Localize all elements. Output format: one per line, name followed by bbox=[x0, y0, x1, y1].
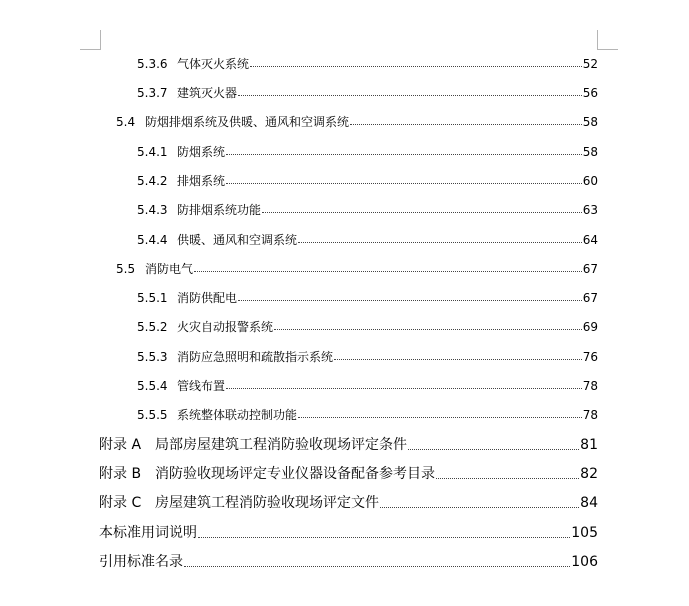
toc-entry-number: 5.4 bbox=[116, 115, 136, 129]
toc-entry-page: 105 bbox=[571, 525, 598, 541]
toc-entry-page: 56 bbox=[582, 86, 598, 100]
toc-entry-page: 63 bbox=[582, 203, 598, 217]
dot-leader bbox=[380, 506, 579, 508]
toc-entry-number: 5.3.7 bbox=[137, 86, 168, 100]
toc-entry[interactable] bbox=[137, 203, 598, 217]
toc-entry-number: 5.5.4 bbox=[137, 379, 168, 393]
dot-leader bbox=[184, 565, 570, 567]
toc-entry[interactable] bbox=[116, 115, 598, 129]
dot-leader bbox=[238, 299, 582, 301]
toc-entry-number: 5.5.3 bbox=[137, 350, 168, 364]
toc-entry-page: 84 bbox=[580, 495, 598, 511]
dot-leader bbox=[350, 123, 582, 125]
toc-entry-appendix[interactable] bbox=[99, 437, 598, 454]
toc-entry-title: 防烟系统 bbox=[177, 145, 226, 159]
toc-entry[interactable] bbox=[137, 350, 598, 364]
dot-leader bbox=[334, 358, 582, 360]
dot-leader bbox=[226, 387, 582, 389]
toc-entry-title: 房屋建筑工程消防验收现场评定文件 bbox=[155, 495, 379, 511]
dot-leader bbox=[238, 94, 582, 96]
page-corner-mark-right bbox=[597, 30, 598, 50]
toc-entry-number: 附录 A bbox=[99, 437, 142, 453]
toc-entry-title: 本标准用词说明 bbox=[99, 525, 197, 541]
toc-entry-title: 消防供配电 bbox=[177, 291, 238, 305]
toc-entry-title: 火灾自动报警系统 bbox=[177, 320, 274, 334]
toc-entry-title: 排烟系统 bbox=[177, 174, 226, 188]
toc-entry-title: 建筑灭火器 bbox=[177, 86, 238, 100]
page-corner-mark-right-horizontal bbox=[597, 49, 618, 50]
toc-entry-page: 58 bbox=[582, 115, 598, 129]
dot-leader bbox=[226, 153, 582, 155]
toc-entry-number: 5.4.2 bbox=[137, 174, 168, 188]
toc-entry-page: 67 bbox=[582, 291, 598, 305]
page-corner-mark-left-horizontal bbox=[80, 49, 101, 50]
dot-leader bbox=[298, 241, 582, 243]
dot-leader bbox=[408, 448, 579, 450]
toc-entry[interactable] bbox=[137, 233, 598, 247]
dot-leader bbox=[226, 182, 582, 184]
toc-entry-page: 78 bbox=[582, 379, 598, 393]
toc-entry-page: 106 bbox=[571, 554, 598, 570]
toc-entry-title: 消防验收现场评定专业仪器设备配备参考目录 bbox=[155, 466, 435, 482]
toc-entry-page: 82 bbox=[580, 466, 598, 482]
toc-entry-number: 5.5 bbox=[116, 262, 136, 276]
dot-leader bbox=[436, 477, 579, 479]
toc-entry-title: 防排烟系统功能 bbox=[177, 203, 262, 217]
toc-entry[interactable] bbox=[137, 174, 598, 188]
dot-leader bbox=[274, 328, 582, 330]
toc-entry-number: 5.4.1 bbox=[137, 145, 168, 159]
toc-entry[interactable] bbox=[137, 379, 598, 393]
toc-entry-title: 消防电气 bbox=[145, 262, 194, 276]
toc-entry-title: 引用标准名录 bbox=[99, 554, 183, 570]
dot-leader bbox=[198, 536, 570, 538]
toc-entry[interactable] bbox=[137, 145, 598, 159]
toc-entry-page: 64 bbox=[582, 233, 598, 247]
toc-entry[interactable] bbox=[137, 86, 598, 100]
toc-entry-number: 附录 C bbox=[99, 495, 142, 511]
toc-entry-title: 管线布置 bbox=[177, 379, 226, 393]
dot-leader bbox=[194, 270, 582, 272]
toc-entry-title: 消防应急照明和疏散指示系统 bbox=[177, 350, 334, 364]
toc-entry-title: 系统整体联动控制功能 bbox=[177, 408, 298, 422]
toc-entry[interactable] bbox=[137, 320, 598, 334]
toc-entry[interactable] bbox=[116, 262, 598, 276]
toc-entry[interactable] bbox=[137, 408, 598, 422]
toc-entry-number: 5.5.5 bbox=[137, 408, 168, 422]
toc-entry-number: 5.4.3 bbox=[137, 203, 168, 217]
toc-entry-title: 防烟排烟系统及供暖、通风和空调系统 bbox=[145, 115, 350, 129]
toc-entry-page: 69 bbox=[582, 320, 598, 334]
toc-entry-page: 76 bbox=[582, 350, 598, 364]
toc-entry-number: 5.4.4 bbox=[137, 233, 168, 247]
toc-entry-page: 67 bbox=[582, 262, 598, 276]
toc-entry-page: 81 bbox=[580, 437, 598, 453]
toc-entry-title: 局部房屋建筑工程消防验收现场评定条件 bbox=[155, 437, 407, 453]
toc-entry-page: 58 bbox=[582, 145, 598, 159]
toc-entry[interactable] bbox=[137, 57, 598, 71]
toc-entry-appendix[interactable] bbox=[99, 495, 598, 512]
toc-entry-number: 5.5.1 bbox=[137, 291, 168, 305]
toc-entry-number: 5.5.2 bbox=[137, 320, 168, 334]
toc-entry-number: 5.3.6 bbox=[137, 57, 168, 71]
toc-entry-appendix[interactable] bbox=[99, 466, 598, 483]
toc-entry-page: 52 bbox=[582, 57, 598, 71]
page-corner-mark-left bbox=[100, 30, 101, 50]
toc-entry-page: 78 bbox=[582, 408, 598, 422]
dot-leader bbox=[298, 416, 582, 418]
toc-entry-backmatter[interactable] bbox=[99, 525, 598, 542]
toc-entry[interactable] bbox=[137, 291, 598, 305]
dot-leader bbox=[250, 65, 582, 67]
toc-entry-number: 附录 B bbox=[99, 466, 142, 482]
toc-entry-page: 60 bbox=[582, 174, 598, 188]
toc-entry-backmatter[interactable] bbox=[99, 554, 598, 571]
dot-leader bbox=[262, 211, 582, 213]
toc-entry-title: 气体灭火系统 bbox=[177, 57, 250, 71]
toc-entry-title: 供暖、通风和空调系统 bbox=[177, 233, 298, 247]
